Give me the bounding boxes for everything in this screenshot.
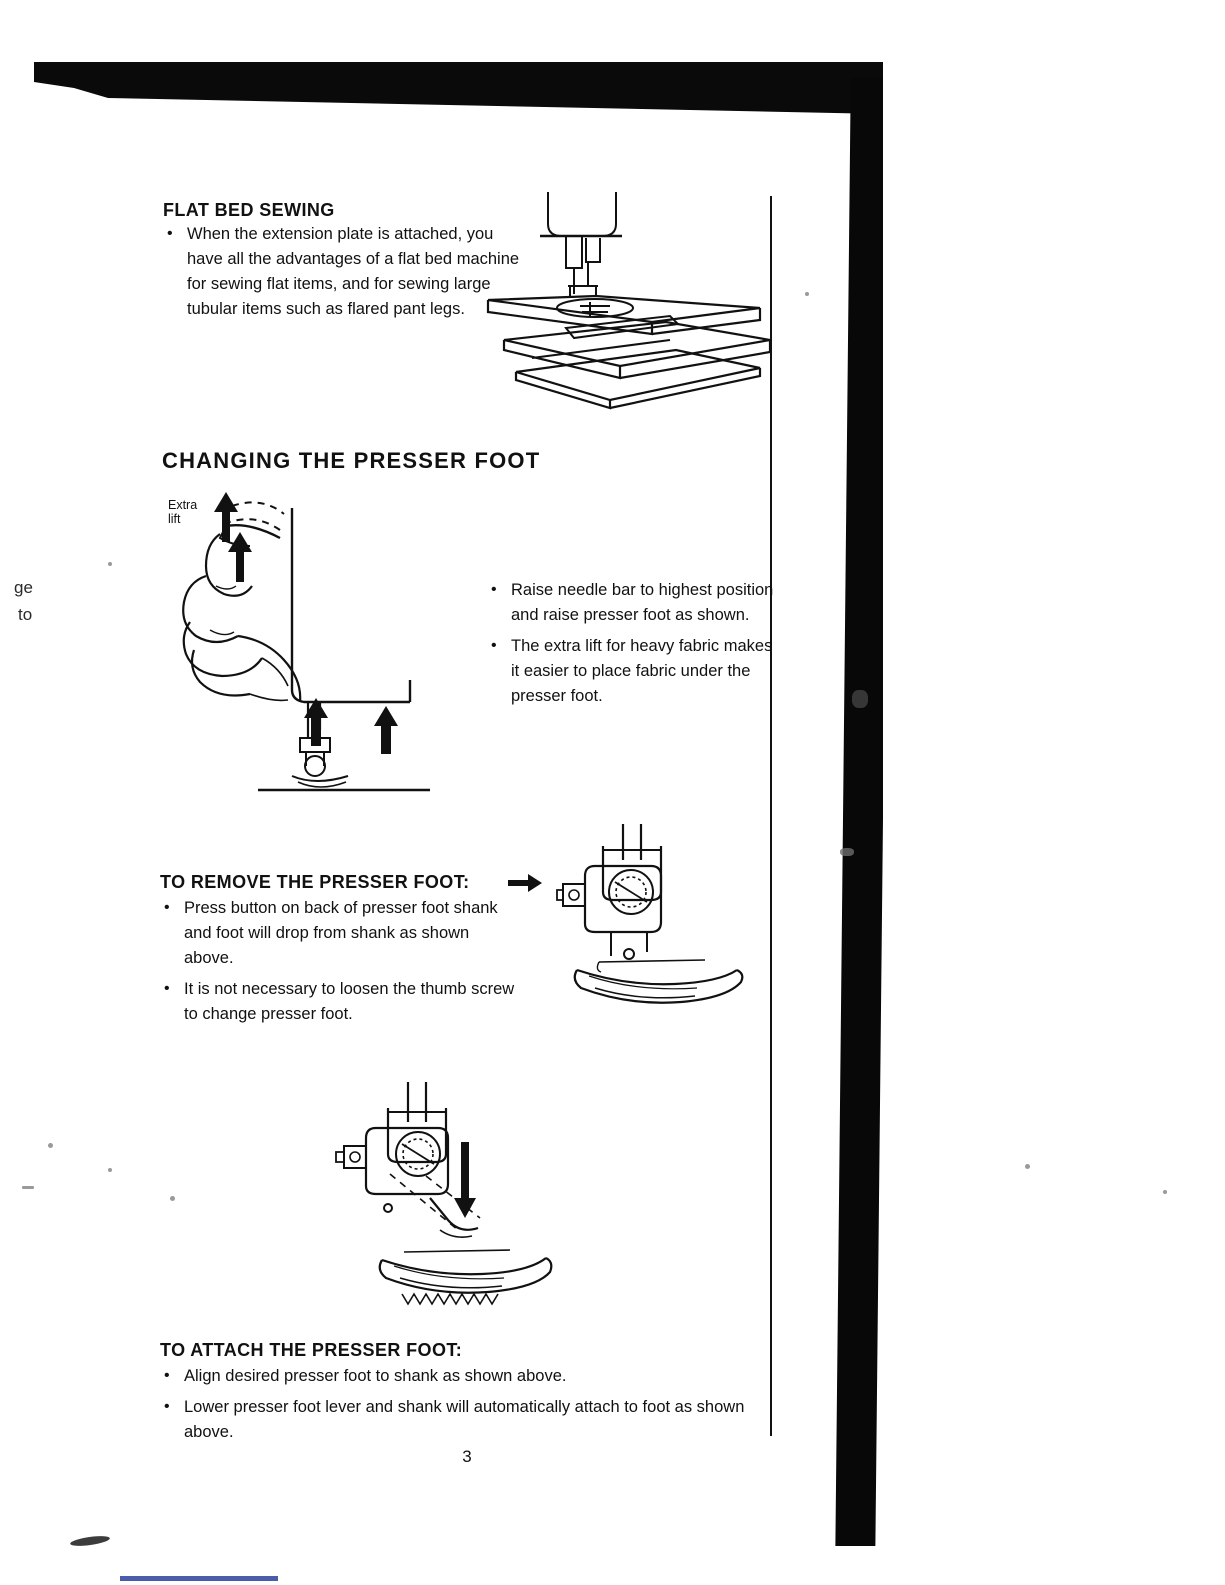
hand-raising-presser-foot-lever-illustration [180, 490, 480, 810]
flat-bed-machine-illustration [470, 190, 770, 410]
bullet-list [160, 896, 520, 1027]
section-body-remove-presser-foot [160, 896, 520, 1033]
list-item: • It is not necessary to loosen the thumb screw to change presser foot. [160, 977, 520, 1027]
bleed-through-text: ge [14, 578, 33, 597]
bleed-through-text: to [18, 605, 33, 624]
section-title-flat-bed-sewing: FLAT BED SEWING [163, 200, 335, 220]
section-body-changing-presser-foot [487, 578, 777, 715]
list-item: • The extra lift for heavy fabric makes it easier to place fabric under the presser foot. [487, 634, 777, 709]
list-item: • Raise needle bar to highest position and raise presser foot as shown. [487, 578, 777, 628]
section-title-changing-presser-foot: CHANGING THE PRESSER FOOT [162, 448, 541, 473]
bullet-list [487, 578, 777, 709]
right-arrow-icon [508, 872, 544, 894]
section-title-attach-presser-foot: TO ATTACH THE PRESSER FOOT: [160, 1340, 463, 1360]
list-item: • Press button on back of presser foot shank and foot will drop from shank as shown above. [160, 896, 520, 971]
extra-lift-label: Extra lift [168, 498, 198, 526]
list-item: • Align desired presser foot to shank as shown above. [160, 1364, 780, 1389]
section-title-remove-presser-foot: TO REMOVE THE PRESSER FOOT: [160, 872, 470, 892]
page-number: 3 [462, 1447, 472, 1466]
presser-foot-detaching-illustration [555, 820, 775, 1030]
bullet-list [160, 1364, 780, 1445]
section-body-attach-presser-foot [160, 1364, 780, 1451]
list-item: • Lower presser foot lever and shank will automatically attach to foot as shown above. [160, 1395, 780, 1445]
presser-foot-attaching-illustration [330, 1080, 580, 1315]
list-item: • When the extension plate is attached, you have all the advantages of a flat bed machine for sewing flat items, and for sewing large tubular items such as flared pant legs. [163, 222, 533, 322]
